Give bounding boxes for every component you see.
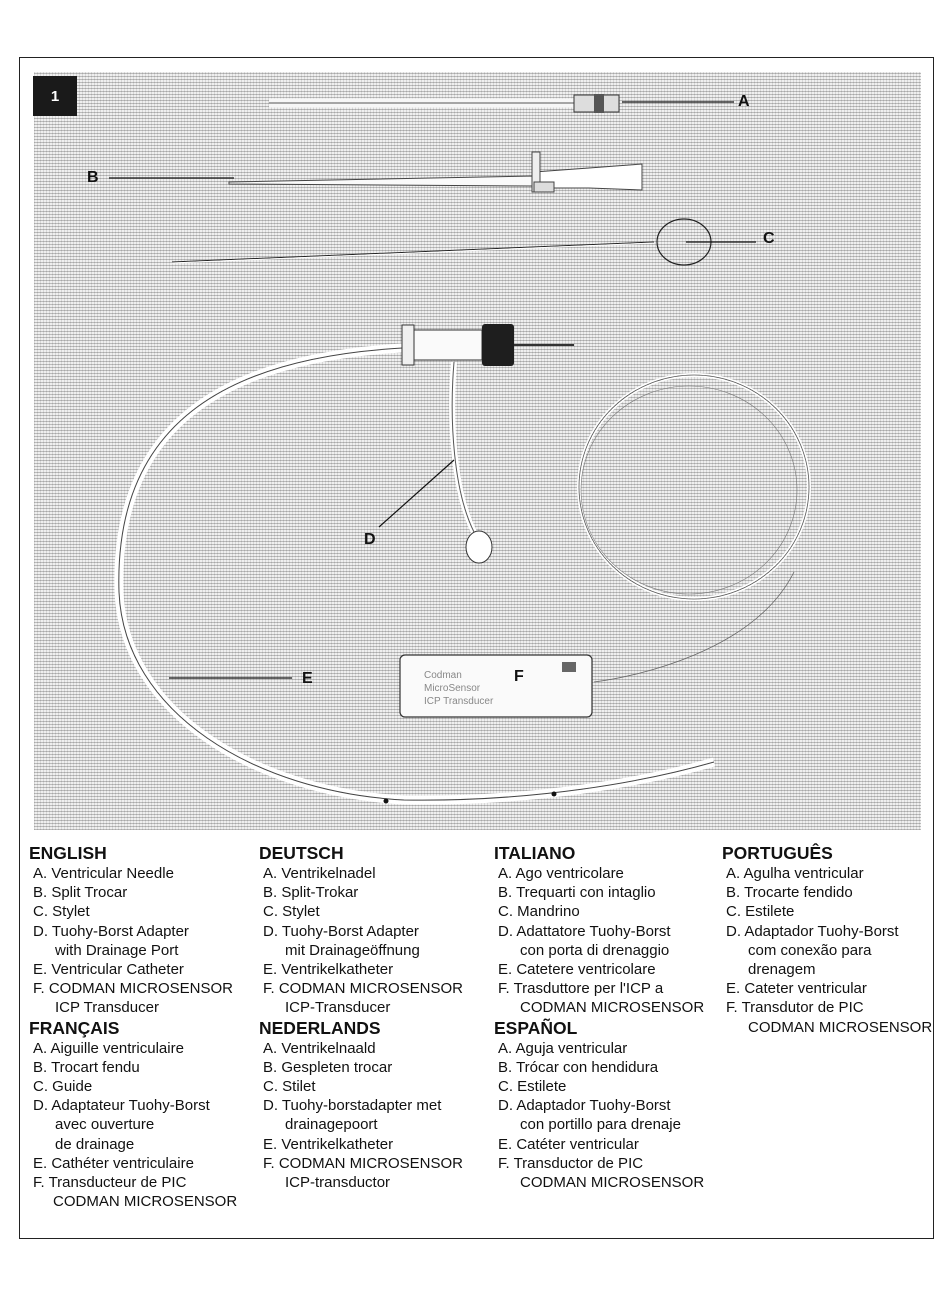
espanol-item-f: F. Transductor de PIC [498, 1154, 644, 1172]
english-item-a: A. Ventricular Needle [33, 865, 174, 882]
francais-item-f: F. Transducteur de PIC [33, 1174, 187, 1192]
english-item-b: B. Split Trocar [33, 884, 128, 902]
ventricular-needle [269, 94, 619, 113]
francais-item-c: C. Guide [33, 1078, 93, 1096]
espanol-item-d: D. Adaptador Tuohy-Borst [498, 1097, 671, 1115]
espanol-item-a: A. Aguja ventricular [498, 1039, 628, 1057]
heading-nederlands: NEDERLANDS [259, 1017, 381, 1038]
callout-e: E [302, 670, 313, 687]
espanol-item-b: B. Trócar con hendidura [498, 1058, 659, 1076]
portugues-item-d: D. Adaptador Tuohy-Borst [726, 922, 899, 940]
english-item-d-cont: with Drainage Port [55, 941, 179, 959]
francais-item-a: A. Aiguille ventriculaire [33, 1039, 184, 1057]
francais-item-d: D. Adaptateur Tuohy-Borst [33, 1097, 210, 1115]
heading-espanol: ESPAÑOL [494, 1017, 578, 1038]
callout-a: A [738, 93, 750, 110]
nederlands-item-e: E. Ventrikelkatheter [263, 1135, 394, 1153]
legend-column-4 [722, 843, 932, 1037]
portugues-item-d-cont: com conexão para [748, 941, 872, 959]
portugues-item-d-cont-2: drenagem [748, 961, 816, 979]
english-item-d: D. Tuohy-Borst Adapter [33, 922, 189, 940]
deutsch-item-f: F. CODMAN MICROSENSOR [263, 980, 464, 998]
italiano-item-c: C. Mandrino [498, 903, 580, 921]
deutsch-item-d: D. Tuohy-Borst Adapter [263, 922, 419, 940]
francais-item-f-cont: CODMAN MICROSENSOR [53, 1193, 238, 1211]
heading-francais: FRANÇAIS [29, 1017, 120, 1038]
callout-c: C [763, 230, 775, 247]
device-label-line-1: Codman [424, 670, 462, 681]
heading-deutsch: DEUTSCH [259, 843, 344, 863]
portugues-item-b: B. Trocarte fendido [726, 884, 853, 902]
callout-b: B [87, 169, 99, 186]
device-illustration [34, 72, 921, 830]
nederlands-item-d: D. Tuohy-borstadapter met [263, 1097, 442, 1115]
legend-column-2 [259, 843, 463, 1192]
francais-item-e: E. Cathéter ventriculaire [33, 1154, 194, 1172]
icp-transducer [400, 655, 592, 717]
device-label-line-3: ICP Transducer [424, 696, 494, 707]
deutsch-item-b: B. Split-Trokar [263, 884, 359, 902]
italiano-item-e: E. Catetere ventricolare [498, 961, 656, 979]
francais-item-b: B. Trocart fendu [33, 1058, 140, 1076]
espanol-item-d-cont: con portillo para drenaje [520, 1116, 681, 1134]
deutsch-item-c: C. Stylet [263, 903, 320, 921]
italiano-item-a: A. Ago ventricolare [498, 865, 624, 882]
nederlands-item-c: C. Stilet [263, 1078, 316, 1096]
legend-column-3 [494, 843, 704, 1192]
italiano-item-f-cont: CODMAN MICROSENSOR [520, 999, 705, 1017]
callout-line-d [379, 460, 454, 527]
english-item-f-cont: ICP Transducer [55, 999, 159, 1017]
heading-portugues: PORTUGUÊS [722, 843, 833, 863]
espanol-item-f-cont: CODMAN MICROSENSOR [520, 1174, 705, 1192]
italiano-item-d: D. Adattatore Tuohy-Borst [498, 922, 671, 940]
deutsch-item-e: E. Ventrikelkatheter [263, 961, 394, 979]
italiano-item-f: F. Trasduttore per l'ICP a [498, 980, 664, 998]
nederlands-item-f-cont: ICP-transductor [285, 1174, 391, 1192]
split-trocar [229, 152, 642, 192]
nederlands-item-f: F. CODMAN MICROSENSOR [263, 1154, 464, 1172]
english-item-f: F. CODMAN MICROSENSOR [33, 980, 234, 998]
portugues-item-f: F. Transdutor de PIC [726, 999, 864, 1017]
heading-english: ENGLISH [29, 843, 107, 863]
english-item-c: C. Stylet [33, 903, 90, 921]
deutsch-item-d-cont: mit Drainageöffnung [285, 941, 420, 959]
device-label-line-2: MicroSensor [424, 683, 481, 694]
espanol-item-e: E. Catéter ventricular [498, 1135, 639, 1153]
nederlands-item-b: B. Gespleten trocar [263, 1058, 393, 1076]
stylet [172, 219, 711, 265]
callout-f: F [514, 668, 524, 685]
italiano-item-d-cont: con porta di drenaggio [520, 941, 670, 959]
portugues-item-e: E. Cateter ventricular [726, 980, 867, 998]
deutsch-item-a: A. Ventrikelnadel [263, 865, 376, 882]
tuohy-borst-adapter [402, 324, 574, 563]
legend-column-1 [29, 843, 237, 1211]
portugues-item-f-cont: CODMAN MICROSENSOR [748, 1018, 933, 1036]
transducer-cable [579, 375, 809, 682]
device-photo [34, 72, 921, 830]
portugues-item-c: C. Estilete [726, 903, 795, 921]
francais-item-d-cont: avec ouverture [55, 1116, 155, 1134]
figure-number-badge: 1 [33, 76, 77, 116]
english-item-e: E. Ventricular Catheter [33, 961, 184, 979]
callout-d: D [364, 531, 376, 548]
deutsch-item-f-cont: ICP-Transducer [285, 999, 391, 1017]
nederlands-item-a: A. Ventrikelnaald [263, 1039, 376, 1057]
nederlands-item-d-cont: drainagepoort [285, 1116, 378, 1134]
italiano-item-b: B. Trequarti con intaglio [498, 884, 656, 902]
francais-item-d-cont-2: de drainage [55, 1135, 135, 1153]
portugues-item-a: A. Agulha ventricular [726, 865, 864, 882]
espanol-item-c: C. Estilete [498, 1078, 567, 1096]
heading-italiano: ITALIANO [494, 843, 576, 863]
